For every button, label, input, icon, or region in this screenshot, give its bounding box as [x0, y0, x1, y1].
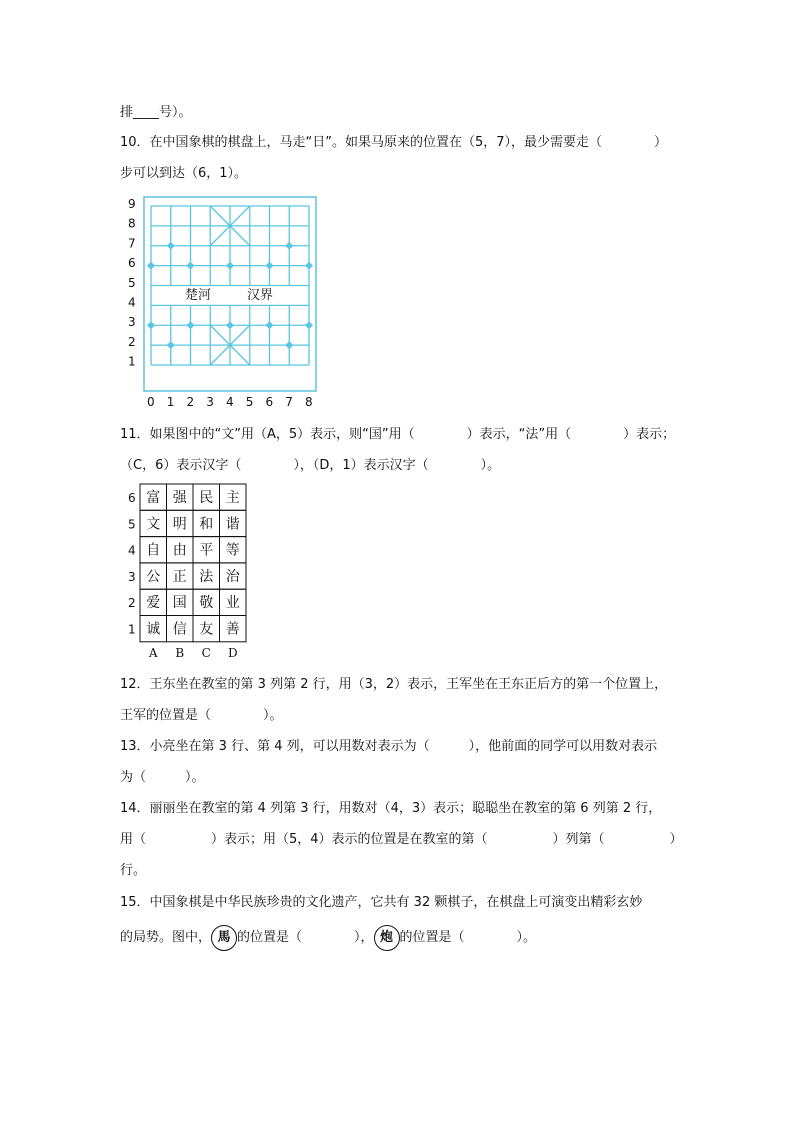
grid-cell-char: 富 [146, 490, 161, 506]
grid-cell-char: 由 [172, 542, 187, 559]
q12-line1: 12．王东坐在教室的第 3 列第 2 行，用（3，2）表示，王军坐在王东正后方的第一个位置上， [120, 677, 668, 692]
grid-cell-char: 法 [199, 568, 214, 585]
q15-line1: 15．中国象棋是中华民族珍贵的文化遗产，它共有 32 颗棋子，在棋盘上可演变出精彩玄妙 [120, 895, 643, 910]
grid-cell-char: 善 [225, 621, 240, 638]
q15-text-b: 的位置是（ ）， [237, 930, 374, 945]
q15-text-a: 的局势。图中， [120, 930, 212, 945]
grid-col-label: A [148, 645, 158, 660]
q13-line2: 为（ ）。 [120, 770, 205, 785]
y-axis-label: 8 [128, 216, 136, 231]
y-axis-label: 3 [128, 315, 136, 330]
grid-cell-char: 友 [199, 621, 214, 638]
river-left-label: 楚河 [185, 288, 212, 303]
q14-line1: 14．丽丽坐在教室的第 4 列第 3 行，用数对（4，3）表示；聪聪坐在教室的第 6 列第 2 行， [120, 801, 662, 816]
x-axis-label: 6 [265, 395, 274, 409]
y-axis-label: 4 [128, 295, 136, 310]
word-grid-figure [128, 480, 258, 660]
grid-cell-char: 爱 [146, 595, 161, 612]
y-axis-label: 5 [128, 275, 136, 290]
q13-line1: 13．小亮坐在第 3 行、第 4 列，可以用数对表示为（ ），他前面的同学可以用数对表示 [120, 739, 658, 754]
x-axis-label: 5 [245, 395, 254, 409]
grid-row-label: 6 [128, 491, 136, 505]
cannon-piece-icon: 炮 [374, 925, 400, 951]
grid-col-label: B [175, 645, 185, 660]
y-axis-label: 6 [128, 256, 136, 271]
x-axis-label: 8 [305, 395, 313, 409]
grid-cell-char: 强 [172, 490, 187, 506]
grid-cell-char: 信 [172, 621, 187, 638]
grid-row-label: 5 [128, 517, 136, 532]
x-axis-label: 0 [147, 395, 155, 409]
grid-row-label: 1 [128, 622, 136, 637]
chessboard-figure [120, 192, 330, 410]
grid-cell-char: 敬 [199, 595, 214, 612]
q10-line2: 步可以到达（6，1）。 [120, 166, 248, 181]
grid-cell-char: 业 [225, 595, 240, 612]
grid-cell-char: 治 [225, 568, 240, 585]
grid-cell-char: 等 [225, 542, 240, 559]
grid-cell-char: 民 [199, 490, 214, 506]
y-axis-label: 7 [128, 236, 136, 251]
grid-cell-char: 正 [172, 568, 187, 585]
grid-col-label: C [201, 645, 211, 660]
grid-row-label: 3 [128, 569, 136, 584]
y-axis-label: 9 [128, 197, 136, 211]
grid-cell-char: 文 [146, 516, 161, 533]
grid-cell-char: 明 [172, 516, 187, 533]
q15-text-c: 的位置是（ ）。 [399, 930, 537, 945]
x-axis-label: 4 [226, 395, 234, 409]
grid-cell-char: 平 [199, 542, 214, 559]
x-axis-label: 1 [166, 395, 175, 409]
grid-col-label: D [227, 645, 238, 660]
grid-row-label: 2 [128, 596, 136, 611]
q12-line2: 王军的位置是（ ）。 [120, 708, 283, 723]
grid-cell-char: 和 [199, 516, 214, 533]
grid-cell-char: 谐 [225, 516, 240, 533]
horse-piece-icon: 馬 [211, 925, 237, 951]
x-axis-label: 7 [285, 395, 293, 409]
grid-cell-char: 主 [225, 490, 240, 506]
q14-line2: 用（ ）表示；用（5，4）表示的位置是在教室的第（ ）列第（ ） [120, 832, 683, 847]
q10-line1: 10．在中国象棋的棋盘上，马走“日”。如果马原来的位置在（5，7），最少需要走（ ） [120, 135, 668, 150]
grid-row-label: 4 [128, 543, 136, 558]
y-axis-label: 2 [128, 334, 136, 349]
x-axis-label: 2 [186, 395, 195, 409]
q14-line3: 行。 [120, 863, 147, 878]
river-right-label: 汉界 [247, 288, 274, 303]
q15-line2 [120, 924, 536, 952]
grid-cell-char: 自 [146, 542, 161, 559]
y-axis-label: 1 [128, 354, 136, 369]
grid-cell-char: 公 [146, 568, 161, 585]
q11-line2: （C，6）表示汉字（ ），（D，1）表示汉字（ ）。 [120, 458, 501, 473]
q9-tail: 排____号）。 [120, 105, 192, 120]
x-axis-label: 3 [206, 395, 214, 409]
grid-cell-char: 国 [172, 595, 187, 612]
q11-line1: 11．如果图中的“文”用（A，5）表示，则“国”用（ ）表示，“法”用（ ）表示； [120, 427, 676, 442]
grid-cell-char: 诚 [146, 621, 161, 638]
